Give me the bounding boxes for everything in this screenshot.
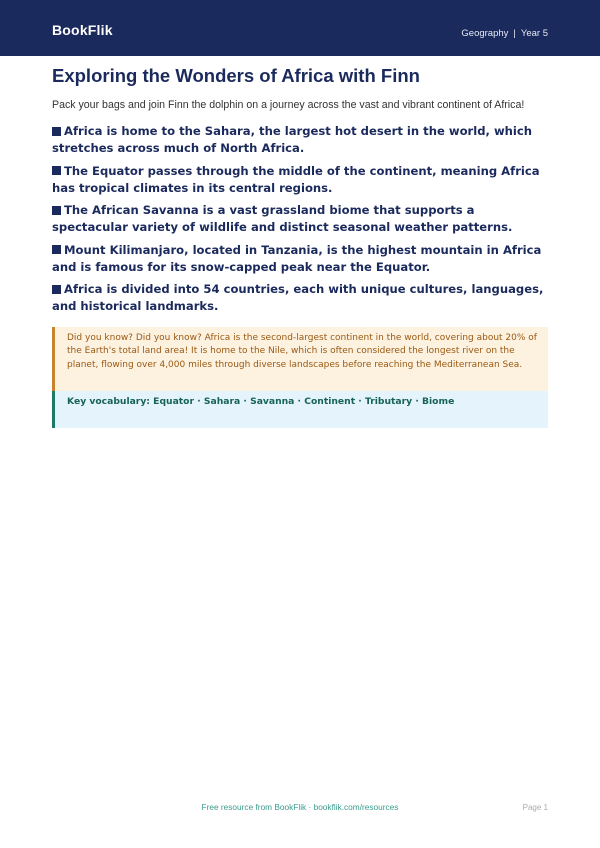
intro-text: Pack your bags and join Finn the dolphin on a journey across the vast and vibrant continent of Africa!	[52, 99, 525, 111]
fact-item	[52, 202, 552, 236]
subject-meta	[461, 28, 548, 39]
vocabulary-text: Key vocabulary: Equator · Sahara · Savanna · Continent · Tributary · Biome	[67, 396, 455, 407]
fact-text: The African Savanna is a vast grassland biome that supports a spectacular variety of wildlife and distinct seasonal weather patterns.	[52, 203, 513, 235]
page-title: Exploring the Wonders of Africa with Finn	[52, 65, 420, 86]
brand-logo[interactable]: BookFlik	[52, 22, 113, 38]
did-you-know-text: Did you know? Did you know? Africa is the second-largest continent in the world, covering about 20% of the Earth's total land area! It is home to the Nile, which is often considered the longest river on the planet, flowing over 4,000 miles through diverse landscapes before reaching the Mediterranean Sea.	[67, 333, 537, 370]
fact-list	[52, 123, 552, 321]
header-bar	[0, 0, 600, 56]
footer-link[interactable]: Free resource from BookFlik · bookflik.com/resources	[201, 802, 399, 812]
square-bullet-icon	[52, 285, 61, 294]
subject-label: Geography	[461, 28, 509, 39]
fact-text: Africa is divided into 54 countries, each with unique cultures, languages, and historical landmarks.	[52, 282, 544, 314]
fact-text: The Equator passes through the middle of the continent, meaning Africa has tropical climates in its central regions.	[52, 163, 540, 195]
fact-item	[52, 242, 552, 276]
did-you-know-box	[52, 327, 548, 391]
fact-text: Africa is home to the Sahara, the largest hot desert in the world, which stretches across much of North Africa.	[52, 124, 533, 155]
square-bullet-icon	[52, 127, 61, 136]
fact-item	[52, 163, 552, 197]
meta-separator: |	[513, 28, 516, 39]
year-label: Year 5	[520, 28, 548, 39]
square-bullet-icon	[52, 206, 61, 215]
square-bullet-icon	[52, 245, 61, 254]
vocabulary-box	[52, 391, 548, 428]
fact-text: Mount Kilimanjaro, located in Tanzania, is the highest mountain in Africa and is famous for its snow-capped peak near the Equator.	[52, 242, 542, 274]
fact-item	[52, 281, 552, 315]
square-bullet-icon	[52, 166, 61, 175]
fact-item	[52, 123, 552, 157]
page-number: Page 1	[522, 803, 548, 812]
